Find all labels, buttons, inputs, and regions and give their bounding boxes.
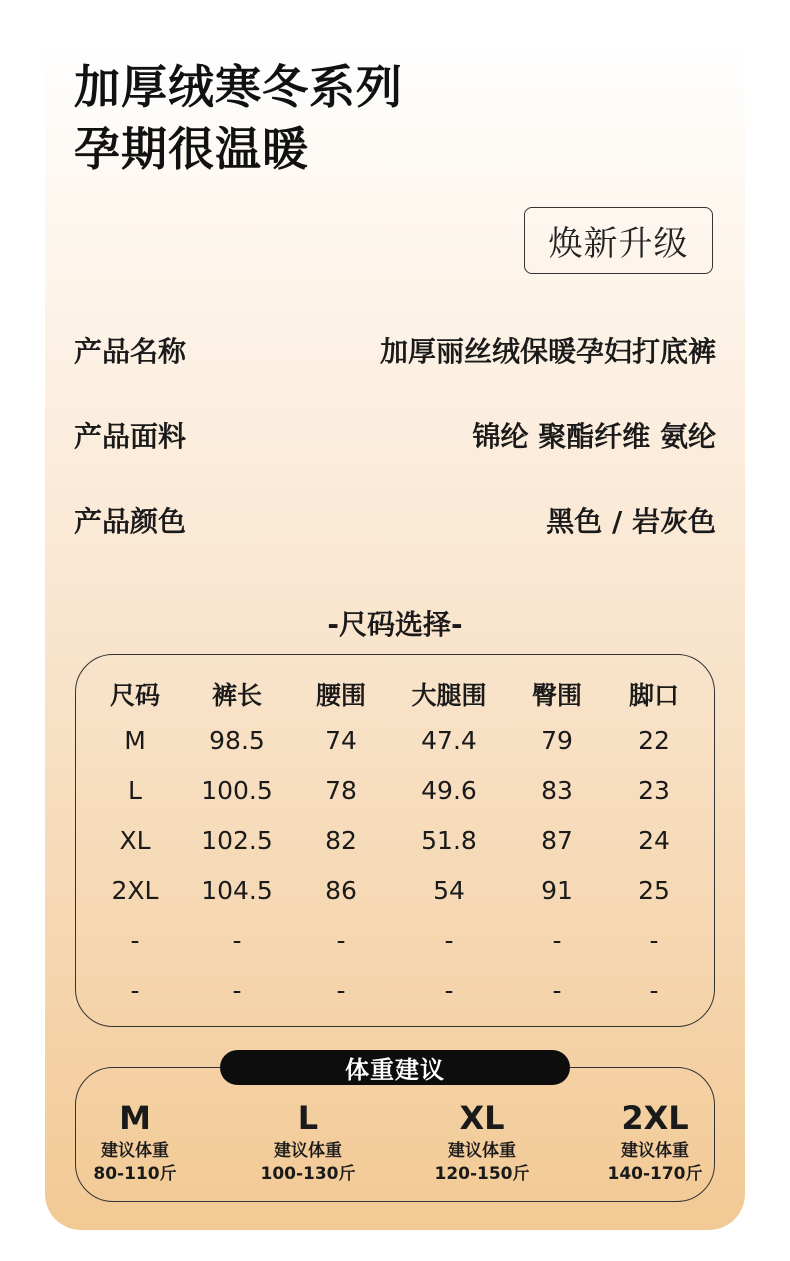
- size-table-cell: 51.8: [421, 826, 477, 855]
- size-section-heading: -尺码选择-: [327, 608, 463, 641]
- info-label: 产品名称: [74, 335, 187, 368]
- weight-item-m: [65, 1100, 205, 1186]
- size-table-cell: 2XL: [111, 876, 159, 905]
- size-table-cell: 22: [638, 726, 670, 755]
- size-table-cell: M: [124, 726, 146, 755]
- size-table-cell: 86: [325, 876, 357, 905]
- size-table-cell: 79: [541, 726, 573, 755]
- weight-range: 140-170斤: [607, 1164, 703, 1184]
- size-table-cell: -: [552, 926, 562, 955]
- size-table-cell: -: [336, 976, 346, 1005]
- weight-item-l: [238, 1100, 378, 1186]
- size-table-cell: 54: [433, 876, 465, 905]
- info-row-fabric: [74, 415, 716, 455]
- weight-label: 建议体重: [274, 1141, 342, 1161]
- size-table-cell: 100.5: [201, 776, 273, 805]
- size-table-cell: -: [130, 976, 140, 1005]
- size-table-cell: 49.6: [421, 776, 477, 805]
- size-table-cell: -: [444, 976, 454, 1005]
- weight-range: 80-110斤: [93, 1164, 177, 1184]
- weight-size: 2XL: [621, 1099, 689, 1137]
- page-subtitle: 孕期很温暖: [74, 122, 309, 176]
- size-table-cell: 104.5: [201, 876, 273, 905]
- page-title: 加厚绒寒冬系列: [74, 60, 403, 114]
- size-table-cell: 91: [541, 876, 573, 905]
- info-value: 锦纶 聚酯纤维 氨纶: [472, 420, 716, 453]
- size-table-header: 腰围: [315, 681, 366, 710]
- weight-range: 120-150斤: [434, 1164, 530, 1184]
- size-table-cell: -: [552, 976, 562, 1005]
- size-table-cell: -: [649, 926, 659, 955]
- size-table-cell: 98.5: [209, 726, 265, 755]
- info-value: 黑色 / 岩灰色: [546, 505, 716, 538]
- size-table-cell: 23: [638, 776, 670, 805]
- size-table-cell: -: [130, 926, 140, 955]
- size-table-cell: 25: [638, 876, 670, 905]
- info-row-name: [74, 330, 716, 370]
- size-table-cell: -: [336, 926, 346, 955]
- size-table-cell: 82: [325, 826, 357, 855]
- size-table-header: 脚口: [628, 681, 679, 710]
- weight-range: 100-130斤: [260, 1164, 356, 1184]
- info-label: 产品颜色: [74, 505, 187, 538]
- size-table-cell: -: [232, 976, 242, 1005]
- info-label: 产品面料: [74, 420, 187, 453]
- size-table-header: 裤长: [211, 681, 262, 710]
- size-table-cell: 24: [638, 826, 670, 855]
- size-table-header: 大腿围: [411, 681, 487, 710]
- weight-label: 建议体重: [101, 1141, 169, 1161]
- info-value: 加厚丽丝绒保暖孕妇打底裤: [379, 335, 716, 368]
- weight-size: M: [119, 1099, 151, 1137]
- size-table-cell: -: [232, 926, 242, 955]
- size-table-cell: 102.5: [201, 826, 273, 855]
- weight-title-pill: 体重建议: [220, 1050, 570, 1085]
- info-row-color: [74, 500, 716, 540]
- weight-size: L: [297, 1099, 319, 1137]
- weight-item-2xl: [585, 1100, 725, 1186]
- weight-label: 建议体重: [448, 1141, 516, 1161]
- weight-item-xl: [412, 1100, 552, 1186]
- size-table-cell: XL: [119, 826, 151, 855]
- size-table-cell: -: [649, 976, 659, 1005]
- size-table-cell: 74: [325, 726, 357, 755]
- weight-size: XL: [459, 1099, 505, 1137]
- size-table-header: 臀围: [531, 681, 582, 710]
- size-table-cell: -: [444, 926, 454, 955]
- size-table-header: 尺码: [109, 681, 160, 710]
- weight-label: 建议体重: [621, 1141, 689, 1161]
- size-table-cell: L: [128, 776, 142, 805]
- size-table-cell: 87: [541, 826, 573, 855]
- size-table-cell: 47.4: [421, 726, 477, 755]
- size-table-cell: 83: [541, 776, 573, 805]
- size-table-cell: 78: [325, 776, 357, 805]
- upgrade-badge: 焕新升级: [524, 207, 713, 274]
